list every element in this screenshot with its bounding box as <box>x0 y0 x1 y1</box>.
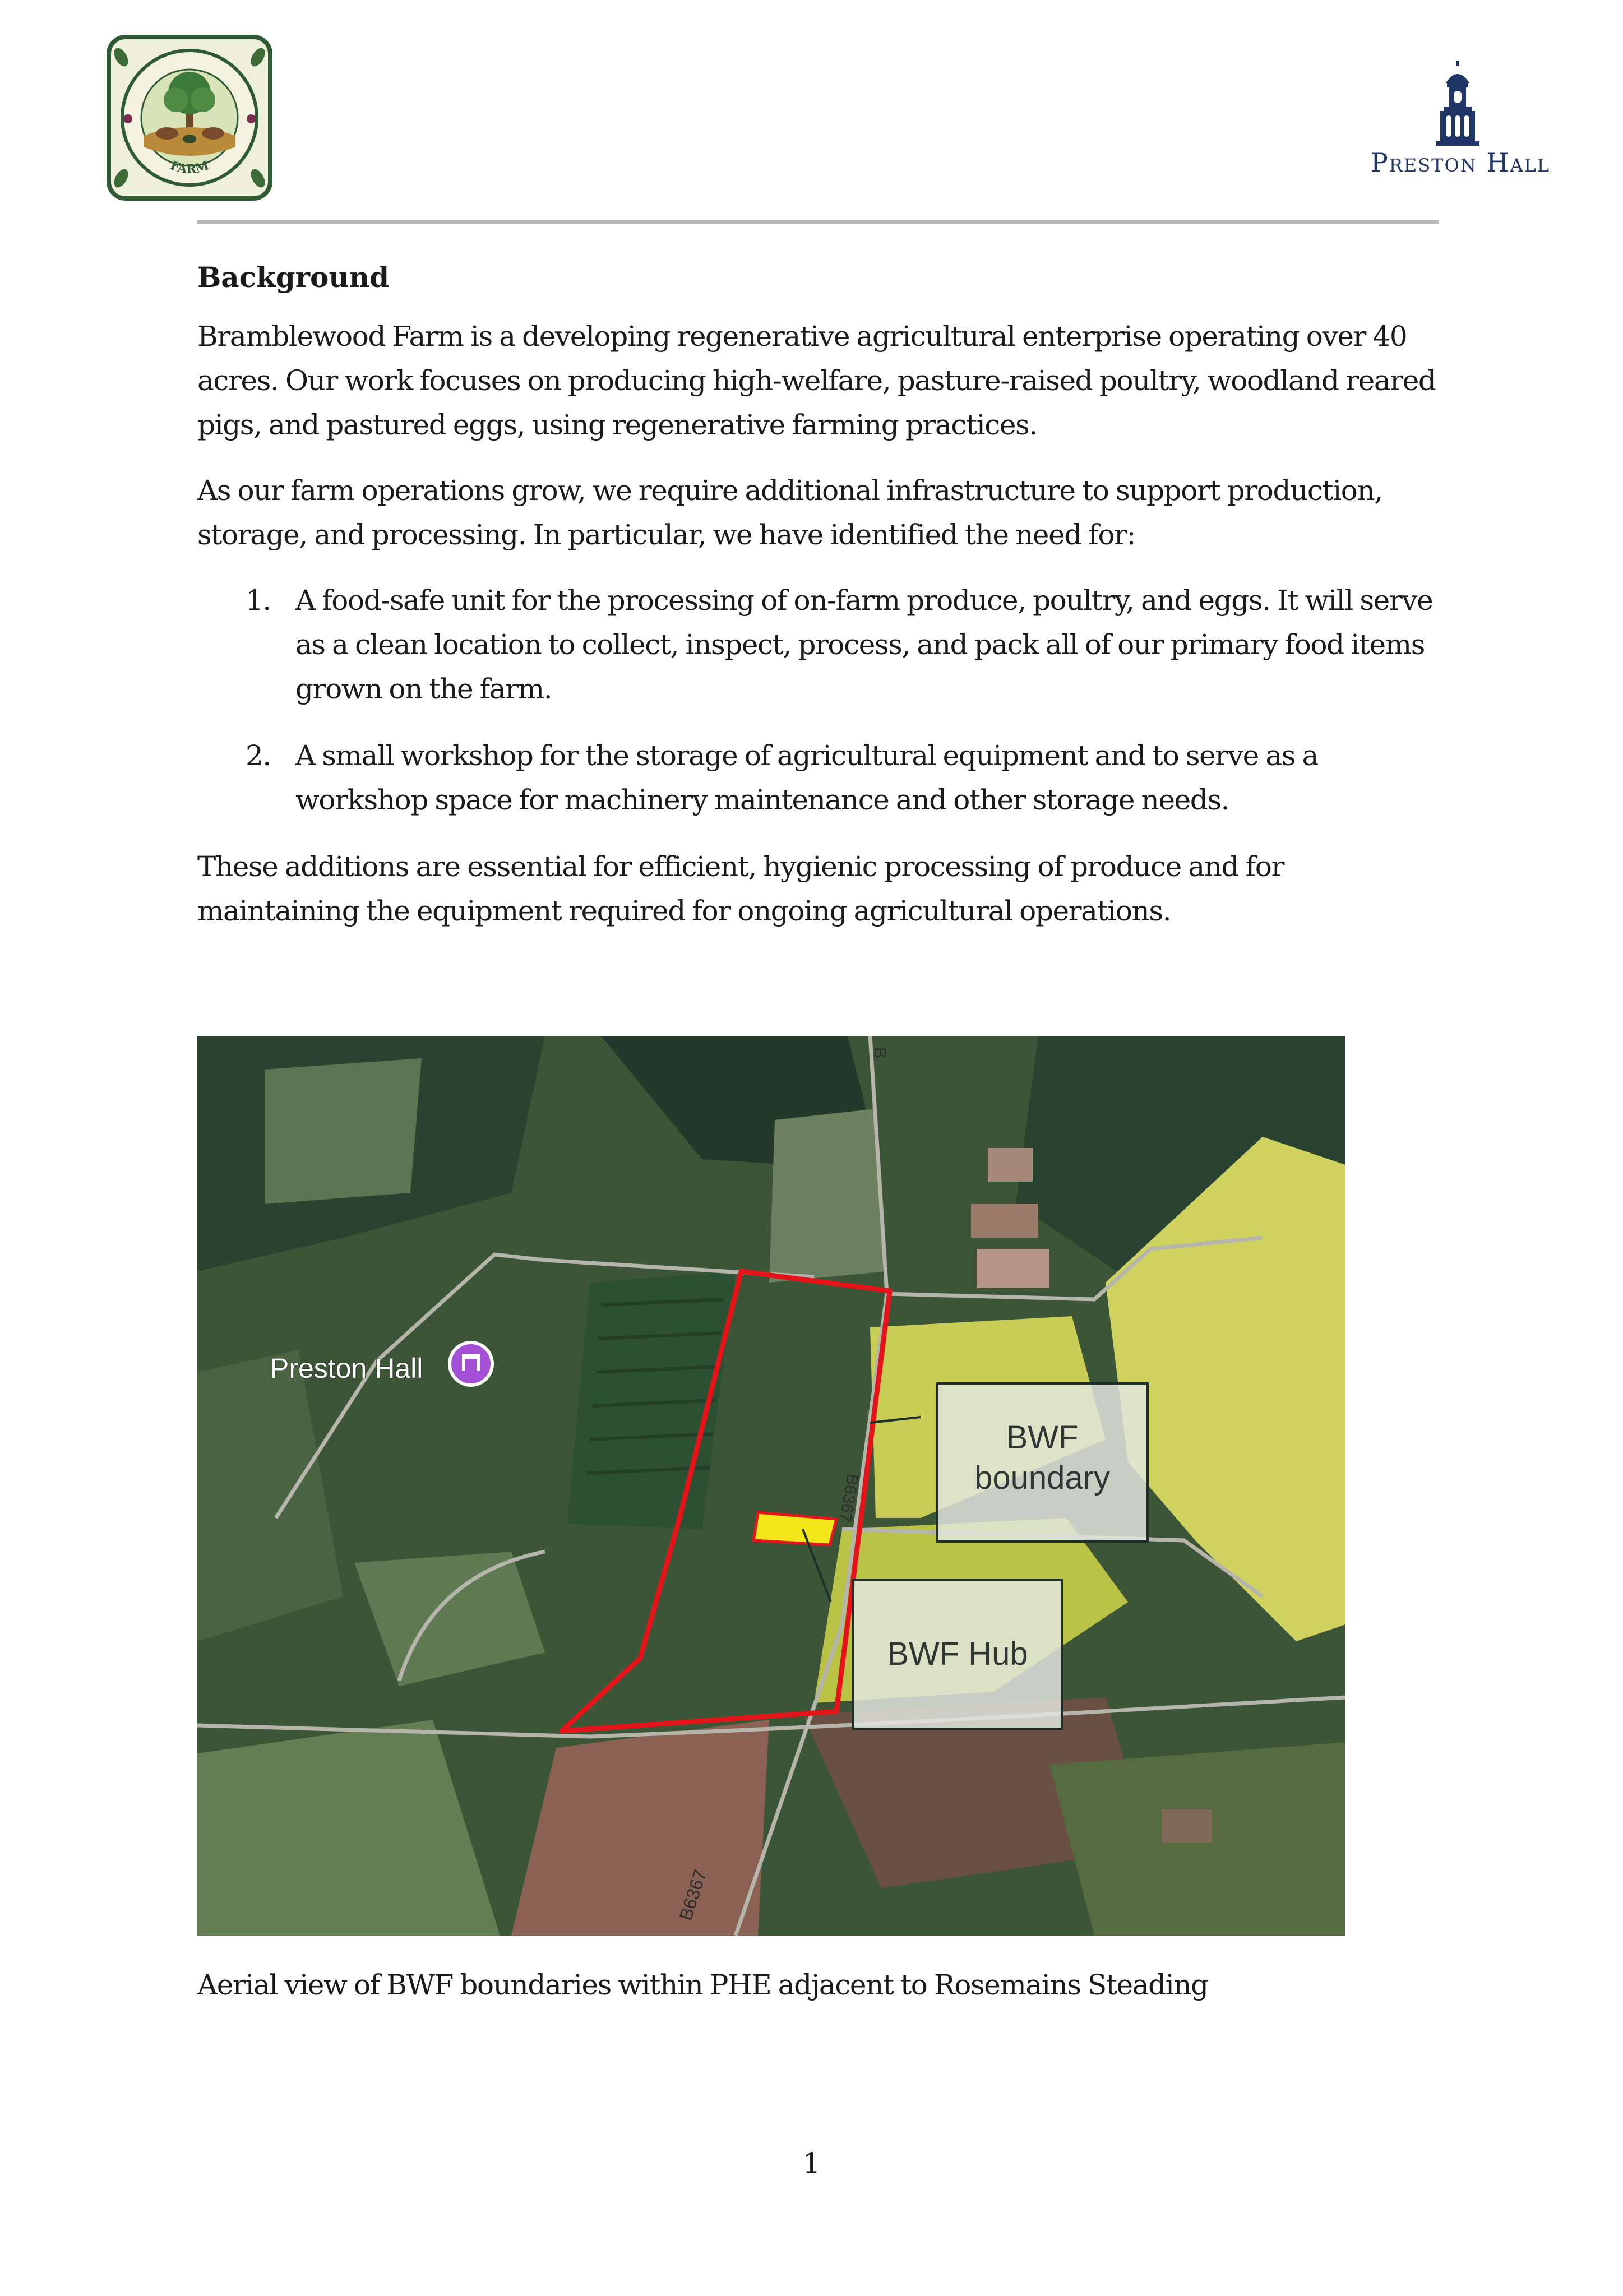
bramblewood-logo-top-text <box>107 35 242 38</box>
section-heading: Background <box>197 261 390 294</box>
background-section <box>197 255 1448 955</box>
closing-paragraph: These additions are essential for efficient, hygienic processing of produce and for maintaining the equipment required for ongoing agricultural operations. <box>197 850 1284 927</box>
preston-hall-logo-text: Preston Hall <box>1370 147 1551 178</box>
list-item-number: 1. <box>246 584 271 617</box>
preston-hall-logo <box>1337 61 1584 181</box>
bwf-boundary-label-line1: BWF <box>1006 1419 1079 1456</box>
intro-paragraph: Bramblewood Farm is a developing regenerative agricultural enterprise operating over 40 acres. Our work focuses on producing high-welfare, pasture-raised poultry, woodland reared pigs, and pastured eggs, using regenerative farming practices. <box>197 320 1436 441</box>
needs-list <box>197 578 1448 822</box>
figure-caption: Aerial view of BWF boundaries within PHE adjacent to Rosemains Steading <box>197 1969 1208 2001</box>
bramblewood-farm-logo <box>107 35 272 201</box>
needs-paragraph: As our farm operations grow, we require additional infrastructure to support production, storage, and processing. In particular, we have identified the need for: <box>197 474 1382 551</box>
bramblewood-logo-bottom-text: FARM <box>168 158 211 177</box>
list-item <box>197 578 1448 711</box>
aerial-map <box>197 1036 1345 1936</box>
list-item-text: A food-safe unit for the processing of on-farm produce, poultry, and eggs. It will serve as a clean location to collect, inspect, process, and pack all of our primary food items grown on the farm. <box>295 584 1433 705</box>
map-road-label-bottom: B6367 <box>675 1867 711 1923</box>
list-item-text: A small workshop for the storage of agricultural equipment and to serve as a workshop space for machinery maintenance and other storage needs. <box>295 739 1318 816</box>
list-item <box>197 734 1448 822</box>
header-divider <box>197 220 1439 224</box>
bwf-boundary-label-line2: boundary <box>974 1460 1110 1496</box>
map-road-label-mid: B6367 <box>835 1472 862 1524</box>
page-number: 1 <box>802 2147 821 2179</box>
map-road-label-top: B <box>871 1047 889 1059</box>
map-place-label: Preston Hall <box>270 1353 423 1384</box>
bwf-hub-label: BWF Hub <box>887 1636 1028 1672</box>
list-item-number: 2. <box>246 739 271 772</box>
